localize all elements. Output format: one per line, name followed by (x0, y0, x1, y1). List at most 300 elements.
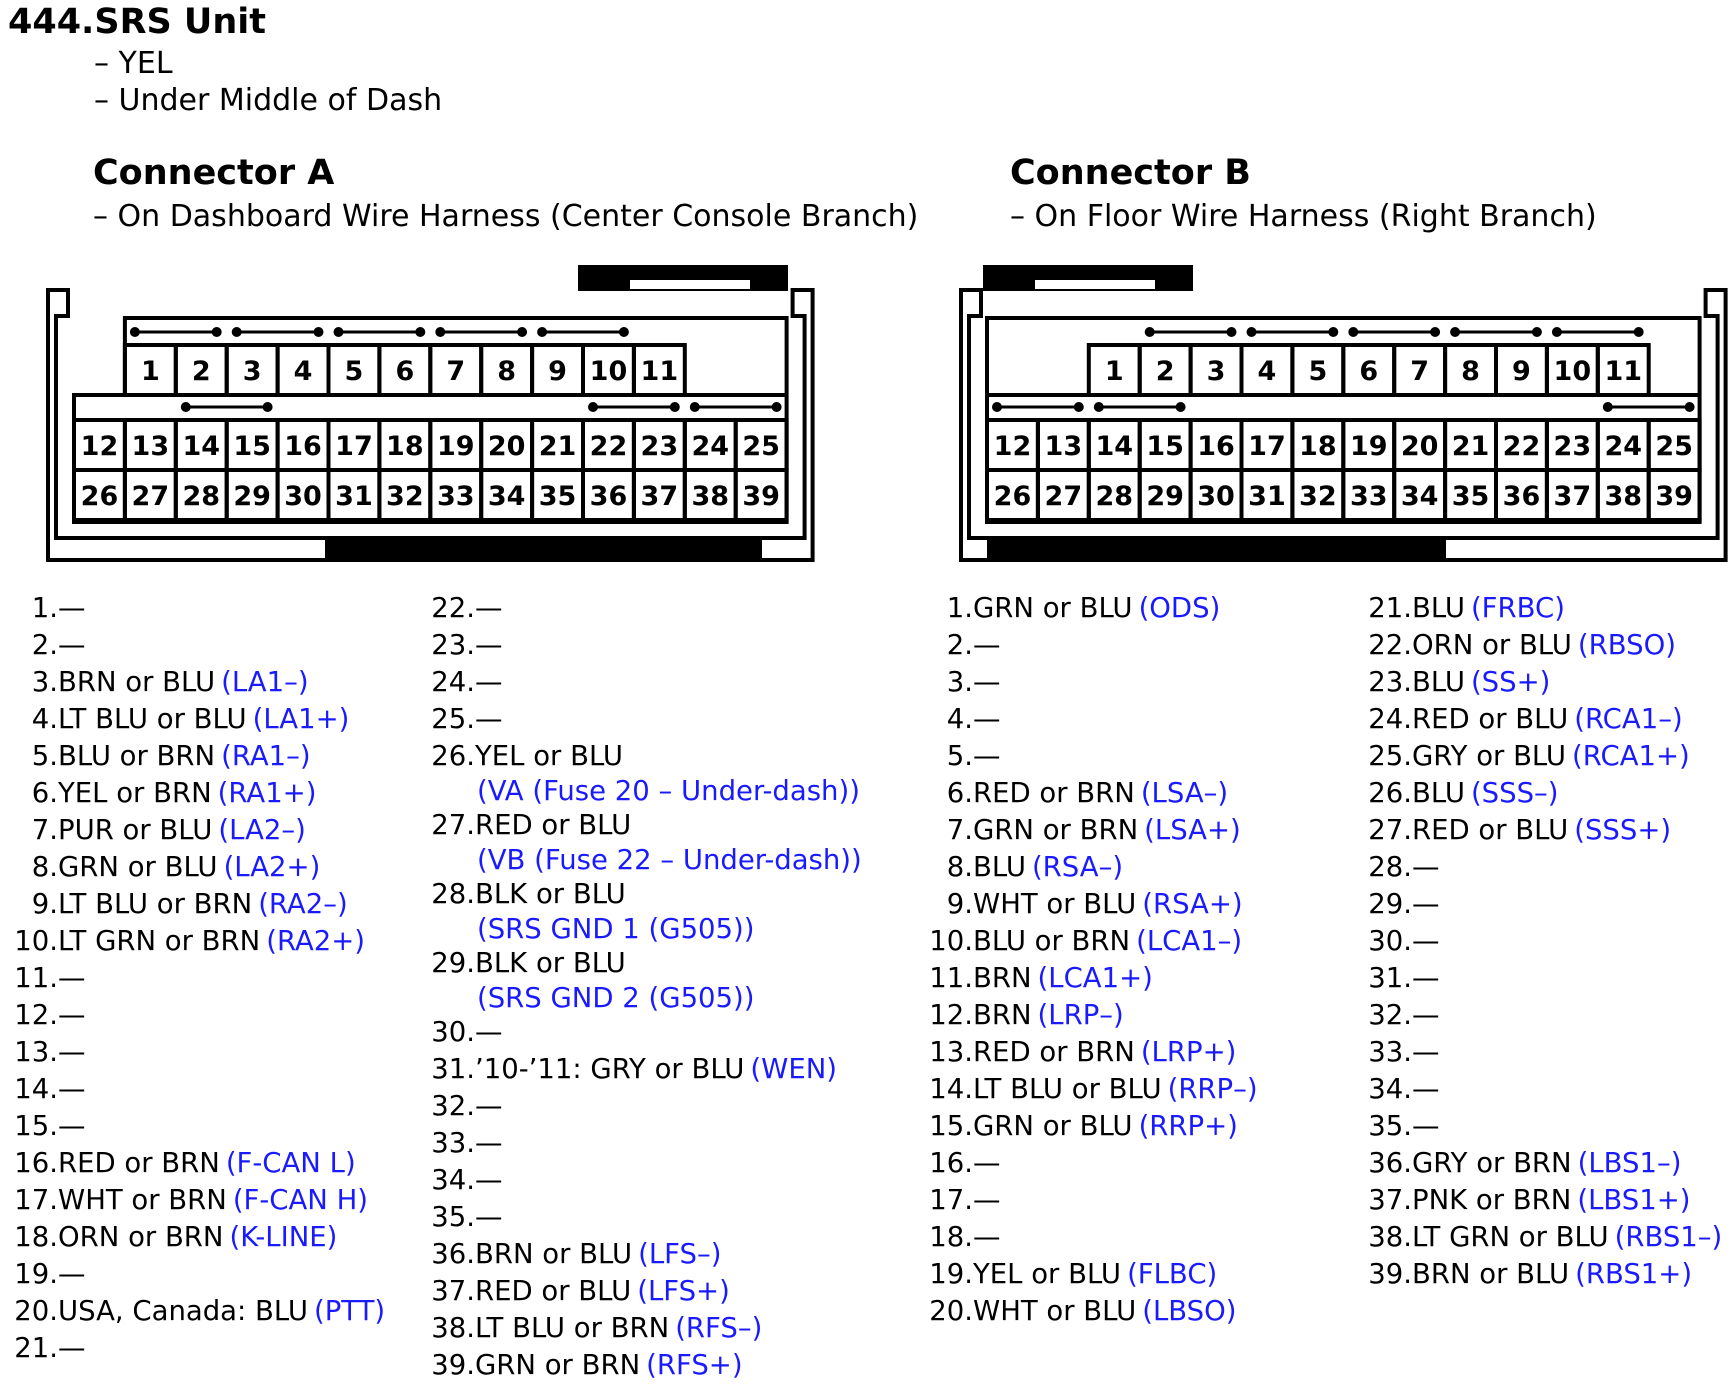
pin-label: 16 (284, 431, 322, 462)
pin-entry (10, 590, 385, 627)
pin-wire-color: USA, Canada: BLU (58, 1295, 308, 1327)
pin-entry (427, 876, 862, 913)
pin-label: 32 (1299, 481, 1337, 512)
pin-entry (1364, 1108, 1722, 1145)
pin-label: 15 (233, 431, 271, 462)
pin-wire-color: BRN or BLU (475, 1238, 633, 1270)
pin-entry (10, 775, 385, 812)
pin-entry (427, 807, 862, 844)
pin-signal: (LCA1+) (1037, 962, 1153, 994)
pin-signal: (SRS GND 1 (G505)) (477, 913, 755, 945)
pin-number: 2. (946, 629, 973, 661)
pin-number: 8. (31, 851, 58, 883)
pin-signal: (K-LINE) (229, 1221, 338, 1253)
pin-label: 21 (538, 431, 577, 462)
pin-number: 38. (1368, 1221, 1412, 1253)
pin-number: 23. (1368, 666, 1412, 698)
pin-label: 4 (1257, 356, 1277, 387)
connector-b-pins-col2 (1364, 590, 1722, 1293)
pin-number: 39. (1368, 1258, 1412, 1290)
pin-entry (925, 1182, 1258, 1219)
pin-label: 5 (344, 356, 364, 387)
pin-entry (10, 627, 385, 664)
pin-entry (1364, 997, 1722, 1034)
pin-label: 26 (993, 481, 1032, 512)
pin-signal: (RBSO) (1577, 629, 1676, 661)
pin-signal: (LBS1+) (1577, 1184, 1691, 1216)
pin-number: 29. (1368, 888, 1412, 920)
pin-number: 23. (431, 629, 475, 661)
pin-label: 27 (1044, 481, 1083, 512)
pin-wire-color: BLU (973, 851, 1026, 883)
pin-wire-color: BRN or BLU (58, 666, 216, 698)
pin-entry (925, 849, 1258, 886)
pin-entry (427, 1347, 862, 1384)
pin-wire-color: — (973, 629, 1001, 661)
latch-dot (992, 402, 1002, 412)
pin-label: 18 (386, 431, 424, 462)
pin-wire-color: BLK or BLU (475, 947, 626, 979)
pin-number: 38. (431, 1312, 475, 1344)
pin-number: 26. (431, 740, 475, 772)
pin-wire-color: WHT or BLU (973, 888, 1137, 920)
pin-number: 9. (31, 888, 58, 920)
pin-number: 9. (946, 888, 973, 920)
pin-number: 6. (946, 777, 973, 809)
pin-number: 28. (431, 878, 475, 910)
latch-dot (263, 402, 273, 412)
pin-number: 27. (431, 809, 475, 841)
pin-number: 22. (431, 592, 475, 624)
pin-wire-color: LT BLU or BRN (58, 888, 253, 920)
latch-dot (1145, 327, 1155, 337)
pin-number: 28. (1368, 851, 1412, 883)
pin-label: 2 (191, 356, 211, 387)
latch-dot (181, 402, 191, 412)
pin-wire-color: PNK or BRN (1412, 1184, 1572, 1216)
pin-number: 8. (946, 851, 973, 883)
pin-entry (10, 1145, 385, 1182)
pin-entry (1364, 1145, 1722, 1182)
pin-label: 18 (1299, 431, 1337, 462)
pin-label: 10 (1553, 356, 1592, 387)
pin-wire-color: GRN or BRN (973, 814, 1139, 846)
pin-entry (427, 627, 862, 664)
pin-signal: (RSA–) (1031, 851, 1124, 883)
pin-entry (10, 1330, 385, 1367)
pin-number: 5. (31, 740, 58, 772)
pin-entry (925, 960, 1258, 997)
pin-signal: (SS+) (1470, 666, 1551, 698)
pin-wire-color: BRN (973, 999, 1032, 1031)
pin-signal: (FLBC) (1127, 1258, 1218, 1290)
latch-dot (670, 402, 680, 412)
pin-signal: (LA1–) (221, 666, 309, 698)
pin-wire-color: YEL or BRN (58, 777, 212, 809)
pin-number: 33. (1368, 1036, 1412, 1068)
pin-number: 4. (946, 703, 973, 735)
latch-dot (1552, 327, 1562, 337)
pin-label: 17 (1248, 431, 1286, 462)
pin-entry (925, 812, 1258, 849)
pin-number: 15. (14, 1110, 58, 1142)
pin-number: 34. (431, 1164, 475, 1196)
pin-label: 24 (691, 431, 730, 462)
latch-dot (334, 327, 344, 337)
pin-label: 34 (1400, 481, 1439, 512)
latch-dot (1634, 327, 1644, 337)
pin-label: 5 (1308, 356, 1328, 387)
latch-dot (1247, 327, 1257, 337)
pin-label: 16 (1197, 431, 1235, 462)
pin-signal: (RA1+) (217, 777, 317, 809)
pin-label: 4 (293, 356, 313, 387)
latch-dot (772, 402, 782, 412)
pin-wire-color: — (1412, 999, 1440, 1031)
pin-entry (10, 1219, 385, 1256)
pin-label: 29 (1146, 481, 1184, 512)
pin-wire-color: RED or BLU (1412, 814, 1569, 846)
pin-signal: (LRP+) (1140, 1036, 1237, 1068)
pin-wire-color: BLU (1412, 592, 1465, 624)
pin-number: 24. (1368, 703, 1412, 735)
pin-entry (427, 1236, 862, 1273)
pin-wire-color: — (58, 1258, 86, 1290)
pin-entry (427, 1088, 862, 1125)
pin-signal: (VB (Fuse 22 – Under-dash)) (477, 844, 862, 876)
pin-number: 10. (14, 925, 58, 957)
pin-entry (427, 1162, 862, 1199)
pin-wire-color: GRY or BRN (1412, 1147, 1572, 1179)
connector-a-location: – On Dashboard Wire Harness (Center Console Branch) (93, 199, 919, 234)
pin-signal-line (427, 775, 862, 807)
pin-label: 34 (487, 481, 526, 512)
pin-label: 36 (1502, 481, 1541, 512)
latch-dot (415, 327, 425, 337)
pin-wire-color: — (58, 999, 86, 1031)
pin-label: 28 (182, 481, 221, 512)
pin-number: 27. (1368, 814, 1412, 846)
pin-label: 1 (1104, 356, 1124, 387)
connector-b-pins-col1 (925, 590, 1258, 1330)
pin-signal: (SSS–) (1470, 777, 1559, 809)
pin-signal: (LFS+) (637, 1275, 730, 1307)
pin-number: 18. (14, 1221, 58, 1253)
pin-wire-color: BRN or BLU (1412, 1258, 1570, 1290)
pin-entry (427, 1199, 862, 1236)
pin-label: 6 (1359, 356, 1379, 387)
latch-dot (1074, 402, 1084, 412)
pin-entry (427, 945, 862, 982)
pin-wire-color: GRN or BLU (973, 1110, 1133, 1142)
pin-number: 36. (1368, 1147, 1412, 1179)
pin-wire-color: — (973, 1221, 1001, 1253)
pin-entry (1364, 775, 1722, 812)
pin-label: 33 (436, 481, 475, 512)
pin-wire-color: — (973, 1147, 1001, 1179)
pin-entry (1364, 590, 1722, 627)
pin-label: 6 (395, 356, 415, 387)
pin-wire-color: BLU or BRN (58, 740, 216, 772)
pin-label: 11 (1604, 356, 1643, 387)
pin-number: 2. (31, 629, 58, 661)
pin-entry (10, 886, 385, 923)
pin-label: 35 (1451, 481, 1490, 512)
pin-signal: (VA (Fuse 20 – Under-dash)) (477, 775, 860, 807)
latch-dot (1430, 327, 1440, 337)
pin-wire-color: — (1412, 925, 1440, 957)
pin-entry (925, 664, 1258, 701)
pin-number: 4. (31, 703, 58, 735)
pin-entry (427, 664, 862, 701)
latch-dot (588, 402, 598, 412)
page-title: 444.SRS Unit (8, 2, 266, 42)
pin-number: 35. (1368, 1110, 1412, 1142)
pin-signal: (RRP–) (1167, 1073, 1258, 1105)
pin-entry (427, 1273, 862, 1310)
pin-label: 10 (589, 356, 628, 387)
pin-wire-color: — (973, 1184, 1001, 1216)
latch-dot (314, 327, 324, 337)
pin-entry (427, 738, 862, 775)
pin-entry (427, 701, 862, 738)
pin-signal: (F-CAN L) (225, 1147, 356, 1179)
pin-number: 6. (31, 777, 58, 809)
pin-signal: (SRS GND 2 (G505)) (477, 982, 755, 1014)
pin-entry (10, 1256, 385, 1293)
connector-top-key-slot (1035, 280, 1155, 289)
pin-label: 30 (1197, 481, 1235, 512)
pin-number: 25. (431, 703, 475, 735)
pin-label: 31 (1248, 481, 1286, 512)
pin-signal: (PTT) (313, 1295, 386, 1327)
pin-signal: (FRBC) (1470, 592, 1565, 624)
pin-wire-color: BLU (1412, 666, 1465, 698)
latch-dot (537, 327, 547, 337)
pin-entry (925, 1145, 1258, 1182)
pin-entry (925, 1293, 1258, 1330)
pin-label: 29 (233, 481, 271, 512)
pin-entry (1364, 960, 1722, 997)
pin-signal: (LA2+) (223, 851, 321, 883)
pin-label: 27 (131, 481, 170, 512)
pin-signal: (RCA1–) (1574, 703, 1683, 735)
pin-number: 19. (929, 1258, 973, 1290)
pin-number: 26. (1368, 777, 1412, 809)
pin-signal: (RA2–) (258, 888, 348, 920)
pin-wire-color: BLU or BRN (973, 925, 1131, 957)
pin-label: 20 (487, 431, 526, 462)
latch-dot (435, 327, 445, 337)
pin-number: 18. (929, 1221, 973, 1253)
pin-wire-color: — (58, 1332, 86, 1364)
pin-wire-color: — (475, 703, 503, 735)
pin-label: 19 (1349, 431, 1388, 462)
pin-label: 3 (242, 356, 262, 387)
pin-number: 30. (431, 1016, 475, 1048)
latch-dot (1094, 402, 1104, 412)
pin-entry (10, 664, 385, 701)
pin-wire-color: GRY or BLU (1412, 740, 1567, 772)
pin-label: 11 (640, 356, 679, 387)
pin-number: 32. (1368, 999, 1412, 1031)
pin-label: 39 (742, 481, 780, 512)
pin-number: 7. (31, 814, 58, 846)
pin-entry (427, 1051, 862, 1088)
latch-dot (1227, 327, 1237, 337)
connector-top-key-slot (630, 280, 750, 289)
pin-wire-color: — (475, 1201, 503, 1233)
pin-label: 35 (538, 481, 577, 512)
pin-signal: (LSA–) (1140, 777, 1229, 809)
latch-dot (130, 327, 140, 337)
pin-number: 1. (946, 592, 973, 624)
pin-entry (925, 1219, 1258, 1256)
pin-number: 12. (14, 999, 58, 1031)
pin-label: 22 (589, 431, 628, 462)
pin-wire-color: BLU (1412, 777, 1465, 809)
pin-wire-color: — (475, 1016, 503, 1048)
pin-number: 1. (31, 592, 58, 624)
pin-entry (925, 1256, 1258, 1293)
pin-wire-color: PUR or BLU (58, 814, 213, 846)
pin-entry (10, 997, 385, 1034)
pin-number: 39. (431, 1349, 475, 1381)
pin-wire-color: LT BLU or BRN (475, 1312, 670, 1344)
connector-bottom-key (987, 537, 1446, 561)
pin-signal: (RBS1–) (1614, 1221, 1723, 1253)
pin-number: 17. (929, 1184, 973, 1216)
pin-entry (427, 1014, 862, 1051)
pin-label: 3 (1206, 356, 1226, 387)
pin-number: 11. (14, 962, 58, 994)
pin-label: 26 (80, 481, 119, 512)
pin-wire-color: LT GRN or BLU (1412, 1221, 1609, 1253)
pin-wire-color: WHT or BLU (973, 1295, 1137, 1327)
pin-wire-color: — (58, 962, 86, 994)
connector-b-title: Connector B (1010, 153, 1251, 193)
pin-wire-color: — (475, 666, 503, 698)
pin-signal: (LA1+) (252, 703, 350, 735)
pin-label: 20 (1400, 431, 1439, 462)
pin-entry (1364, 1219, 1722, 1256)
pin-signal: (SSS+) (1574, 814, 1672, 846)
pin-entry (1364, 923, 1722, 960)
pin-wire-color: — (973, 740, 1001, 772)
pin-wire-color: YEL or BLU (973, 1258, 1122, 1290)
pin-label: 9 (1512, 356, 1531, 387)
pin-entry (1364, 738, 1722, 775)
pin-signal: (LA2–) (218, 814, 306, 846)
pin-signal: (RA2+) (266, 925, 366, 957)
pin-entry (10, 738, 385, 775)
pin-entry (925, 590, 1258, 627)
pin-number: 13. (929, 1036, 973, 1068)
pin-wire-color: BLK or BLU (475, 878, 626, 910)
pin-signal: (RA1–) (221, 740, 311, 772)
pin-entry (925, 997, 1258, 1034)
pin-entry (10, 1293, 385, 1330)
pin-label: 28 (1095, 481, 1134, 512)
pin-wire-color: GRN or BLU (58, 851, 218, 883)
pin-entry (10, 960, 385, 997)
pin-entry (1364, 812, 1722, 849)
pin-entry (925, 738, 1258, 775)
connector-a-title: Connector A (93, 153, 335, 193)
latch-dot (1603, 402, 1613, 412)
pin-label: 14 (1095, 431, 1134, 462)
pin-wire-color: ORN or BLU (1412, 629, 1572, 661)
pin-entry (925, 627, 1258, 664)
pin-wire-color: BRN (973, 962, 1032, 994)
pin-entry (1364, 849, 1722, 886)
pin-signal: (LBS1–) (1577, 1147, 1682, 1179)
pin-signal: (RFS+) (646, 1349, 743, 1381)
pin-wire-color: — (1412, 888, 1440, 920)
pin-entry (10, 701, 385, 738)
latch-dot (619, 327, 629, 337)
pin-wire-color: RED or BRN (58, 1147, 220, 1179)
pin-number: 19. (14, 1258, 58, 1290)
pin-signal: (ODS) (1138, 592, 1221, 624)
pin-entry (1364, 1034, 1722, 1071)
pin-entry (1364, 664, 1722, 701)
pin-label: 37 (1553, 481, 1592, 512)
pin-wire-color: — (475, 592, 503, 624)
pin-label: 17 (335, 431, 373, 462)
pin-number: 16. (14, 1147, 58, 1179)
pin-wire-color: — (475, 1090, 503, 1122)
pin-wire-color: RED or BLU (475, 1275, 632, 1307)
pin-entry (925, 1108, 1258, 1145)
latch-dot (1348, 327, 1358, 337)
pin-wire-color: ORN or BRN (58, 1221, 224, 1253)
pin-label: 8 (497, 356, 517, 387)
pin-number: 7. (946, 814, 973, 846)
pin-wire-color: — (973, 703, 1001, 735)
pin-signal: (LBSO) (1142, 1295, 1237, 1327)
pin-entry (925, 1034, 1258, 1071)
pin-wire-color: — (475, 1164, 503, 1196)
pin-label: 12 (993, 431, 1032, 462)
pin-label: 7 (446, 356, 466, 387)
pin-entry (925, 886, 1258, 923)
pin-label: 9 (548, 356, 567, 387)
pin-entry (1364, 1071, 1722, 1108)
pin-label: 31 (335, 481, 373, 512)
pin-wire-color: — (1412, 1036, 1440, 1068)
pin-label: 37 (640, 481, 679, 512)
connector-a-pins-col1 (10, 590, 385, 1367)
pin-number: 33. (431, 1127, 475, 1159)
pin-entry (1364, 701, 1722, 738)
pin-wire-color: — (1412, 851, 1440, 883)
pin-label: 25 (1655, 431, 1693, 462)
pin-wire-color: — (58, 1073, 86, 1105)
connector-bottom-key (325, 537, 762, 561)
pin-number: 30. (1368, 925, 1412, 957)
pin-wire-color: — (58, 1036, 86, 1068)
pin-label: 39 (1655, 481, 1693, 512)
pin-number: 15. (929, 1110, 973, 1142)
pin-label: 13 (131, 431, 170, 462)
pin-entry (10, 812, 385, 849)
pin-wire-color: LT BLU or BLU (58, 703, 247, 735)
pin-number: 36. (431, 1238, 475, 1270)
pin-label: 8 (1461, 356, 1480, 387)
pin-wire-color: — (58, 1110, 86, 1142)
pin-label: 38 (1604, 481, 1643, 512)
